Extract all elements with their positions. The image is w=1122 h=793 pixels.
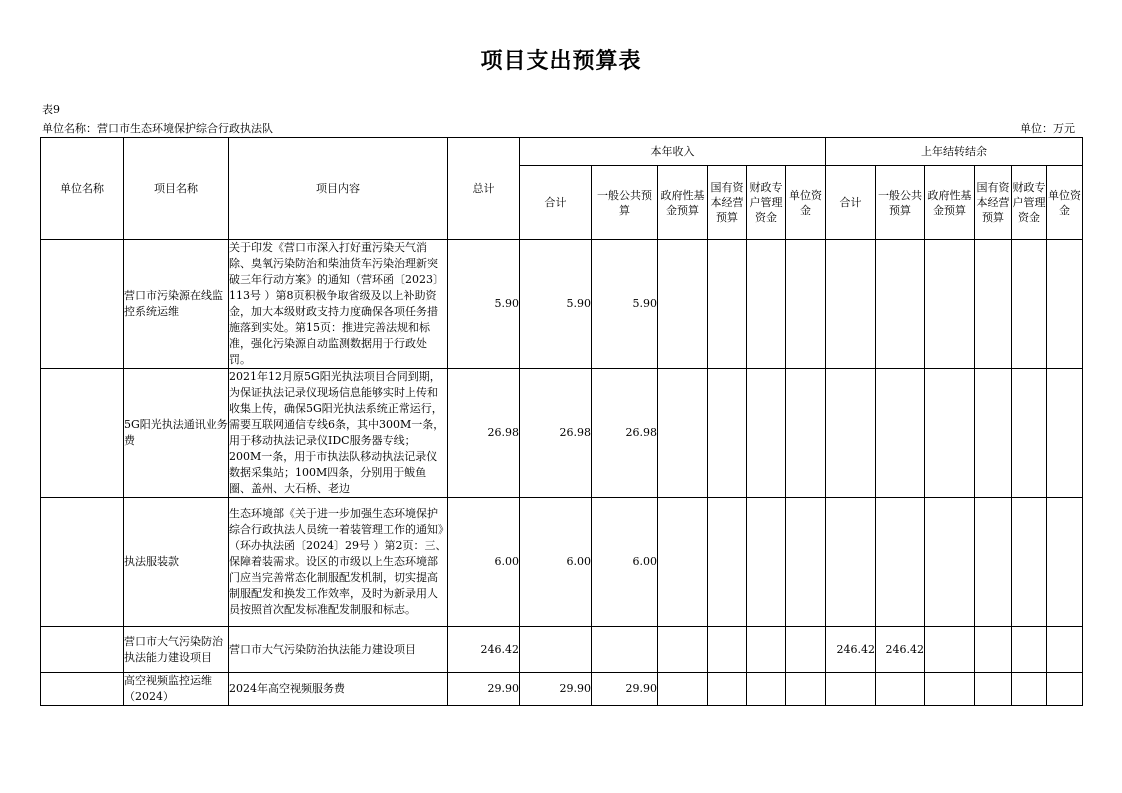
- cell-cur-unit: [786, 369, 826, 498]
- cell-cur-special: [747, 498, 786, 627]
- header-unit-name: 单位名称: [41, 138, 124, 240]
- cell-cur-soe: [708, 240, 747, 369]
- cell-cur-general: 29.90: [592, 673, 658, 706]
- cell-cur-soe: [708, 498, 747, 627]
- header-prev-total: 合计: [826, 166, 876, 240]
- cell-prev-fund: [925, 498, 975, 627]
- cell-unit: [41, 369, 124, 498]
- header-prev-special: 财政专户管理资金: [1012, 166, 1047, 240]
- cell-unit: [41, 673, 124, 706]
- cell-total: 5.90: [448, 240, 520, 369]
- header-project-name: 项目名称: [124, 138, 229, 240]
- unit-name-label: 单位名称：营口市生态环境保护综合行政执法队: [42, 122, 273, 135]
- header-cur-special: 财政专户管理资金: [747, 166, 786, 240]
- cell-cur-special: [747, 369, 786, 498]
- cell-project-name: 执法服装款: [124, 498, 229, 627]
- table-row: [41, 673, 1083, 706]
- header-project-content: 项目内容: [229, 138, 448, 240]
- cell-cur-general: 5.90: [592, 240, 658, 369]
- table-row: [41, 498, 1083, 627]
- header-current-income: 本年收入: [520, 138, 826, 166]
- cell-prev-general: [876, 369, 925, 498]
- header-prev-unit: 单位资金: [1047, 166, 1083, 240]
- cell-project-name: 高空视频监控运维（2024）: [124, 673, 229, 706]
- cell-prev-total: [826, 498, 876, 627]
- cell-project-name: 营口市大气污染防治执法能力建设项目: [124, 627, 229, 673]
- cell-prev-unit: [1047, 673, 1083, 706]
- cell-prev-fund: [925, 240, 975, 369]
- cell-prev-total: 246.42: [826, 627, 876, 673]
- header-cur-general: 一般公共预算: [592, 166, 658, 240]
- cell-cur-general: 26.98: [592, 369, 658, 498]
- cell-prev-special: [1012, 627, 1047, 673]
- cell-prev-special: [1012, 673, 1047, 706]
- cell-prev-special: [1012, 369, 1047, 498]
- cell-project-content: 2021年12月原5G阳光执法项目合同到期，为保证执法记录仪现场信息能够实时上传和收集上传，确保5G阳光执法系统正常运行，需要互联网通信专线6条，其中300M一条，用于移动执法记录仪IDC服务器专线；200M一条，用于市执法队移动执法记录仪数据采集站；100M四条，分别用于鲅鱼圈、盖州、大石桥、老边: [229, 369, 448, 498]
- cell-cur-fund: [658, 369, 708, 498]
- cell-cur-total: 5.90: [520, 240, 592, 369]
- header-prev-fund: 政府性基金预算: [925, 166, 975, 240]
- header-carryover: 上年结转结余: [826, 138, 1083, 166]
- header-cur-total: 合计: [520, 166, 592, 240]
- cell-total: 29.90: [448, 673, 520, 706]
- cell-project-content: 营口市大气污染防治执法能力建设项目: [229, 627, 448, 673]
- cell-cur-general: 6.00: [592, 498, 658, 627]
- cell-cur-total: 26.98: [520, 369, 592, 498]
- cell-prev-unit: [1047, 369, 1083, 498]
- cell-project-name: 5G阳光执法通讯业务费: [124, 369, 229, 498]
- cell-cur-special: [747, 240, 786, 369]
- budget-table: [40, 137, 1083, 706]
- cell-prev-special: [1012, 498, 1047, 627]
- table-row: [41, 369, 1083, 498]
- cell-cur-unit: [786, 627, 826, 673]
- cell-total: 6.00: [448, 498, 520, 627]
- header-total: 总计: [448, 138, 520, 240]
- cell-prev-soe: [975, 673, 1012, 706]
- cell-unit: [41, 627, 124, 673]
- cell-prev-total: [826, 369, 876, 498]
- cell-cur-unit: [786, 240, 826, 369]
- header-cur-soe: 国有资本经营预算: [708, 166, 747, 240]
- cell-prev-general: [876, 240, 925, 369]
- cell-cur-unit: [786, 498, 826, 627]
- cell-total: 26.98: [448, 369, 520, 498]
- cell-prev-general: [876, 498, 925, 627]
- cell-prev-fund: [925, 369, 975, 498]
- cell-cur-unit: [786, 673, 826, 706]
- cell-cur-general: [592, 627, 658, 673]
- header-prev-soe: 国有资本经营预算: [975, 166, 1012, 240]
- cell-cur-special: [747, 627, 786, 673]
- cell-prev-general: [876, 673, 925, 706]
- cell-prev-soe: [975, 498, 1012, 627]
- cell-prev-soe: [975, 240, 1012, 369]
- cell-project-name: 营口市污染源在线监控系统运维: [124, 240, 229, 369]
- header-cur-fund: 政府性基金预算: [658, 166, 708, 240]
- cell-cur-total: 6.00: [520, 498, 592, 627]
- cell-cur-special: [747, 673, 786, 706]
- cell-project-content: 2024年高空视频服务费: [229, 673, 448, 706]
- cell-prev-unit: [1047, 240, 1083, 369]
- cell-cur-soe: [708, 673, 747, 706]
- cell-prev-general: 246.42: [876, 627, 925, 673]
- cell-prev-fund: [925, 627, 975, 673]
- cell-cur-soe: [708, 369, 747, 498]
- cell-prev-soe: [975, 369, 1012, 498]
- cell-cur-fund: [658, 498, 708, 627]
- cell-prev-total: [826, 240, 876, 369]
- page-title: 项目支出预算表: [480, 49, 642, 74]
- cell-cur-total: 29.90: [520, 673, 592, 706]
- table-row: [41, 627, 1083, 673]
- table-number: 表9: [42, 103, 60, 116]
- cell-total: 246.42: [448, 627, 520, 673]
- cell-cur-fund: [658, 240, 708, 369]
- cell-unit: [41, 240, 124, 369]
- cell-cur-fund: [658, 627, 708, 673]
- cell-cur-total: [520, 627, 592, 673]
- cell-prev-unit: [1047, 627, 1083, 673]
- cell-cur-soe: [708, 627, 747, 673]
- cell-prev-fund: [925, 673, 975, 706]
- cell-project-content: 关于印发《营口市深入打好重污染天气消除、臭氧污染防治和柴油货车污染治理新突破三年行动方案》的通知（营环函〔2023〕113号 ）第8页积极争取省级及以上补助资金，加大本级财政支持力度确保各项任务措施落到实处。第15页：推进完善法规和标准，强化污染源自动监测数据用于行政处罚。: [229, 240, 448, 369]
- currency-unit-label: 单位：万元: [1020, 122, 1075, 135]
- cell-prev-total: [826, 673, 876, 706]
- header-prev-general: 一般公共预算: [876, 166, 925, 240]
- cell-prev-special: [1012, 240, 1047, 369]
- cell-project-content: 生态环境部《关于进一步加强生态环境保护综合行政执法人员统一着装管理工作的通知》（环办执法函〔2024〕29号 ）第2页：三、保障着装需求。设区的市级以上生态环境部门应当完善常态化制服配发机制，切实提高制服配发和换发工作效率，及时为新录用人员按照首次配发标准配发制服和标志。: [229, 498, 448, 627]
- cell-prev-unit: [1047, 498, 1083, 627]
- cell-cur-fund: [658, 673, 708, 706]
- header-cur-unit: 单位资金: [786, 166, 826, 240]
- table-row: [41, 240, 1083, 369]
- cell-prev-soe: [975, 627, 1012, 673]
- cell-unit: [41, 498, 124, 627]
